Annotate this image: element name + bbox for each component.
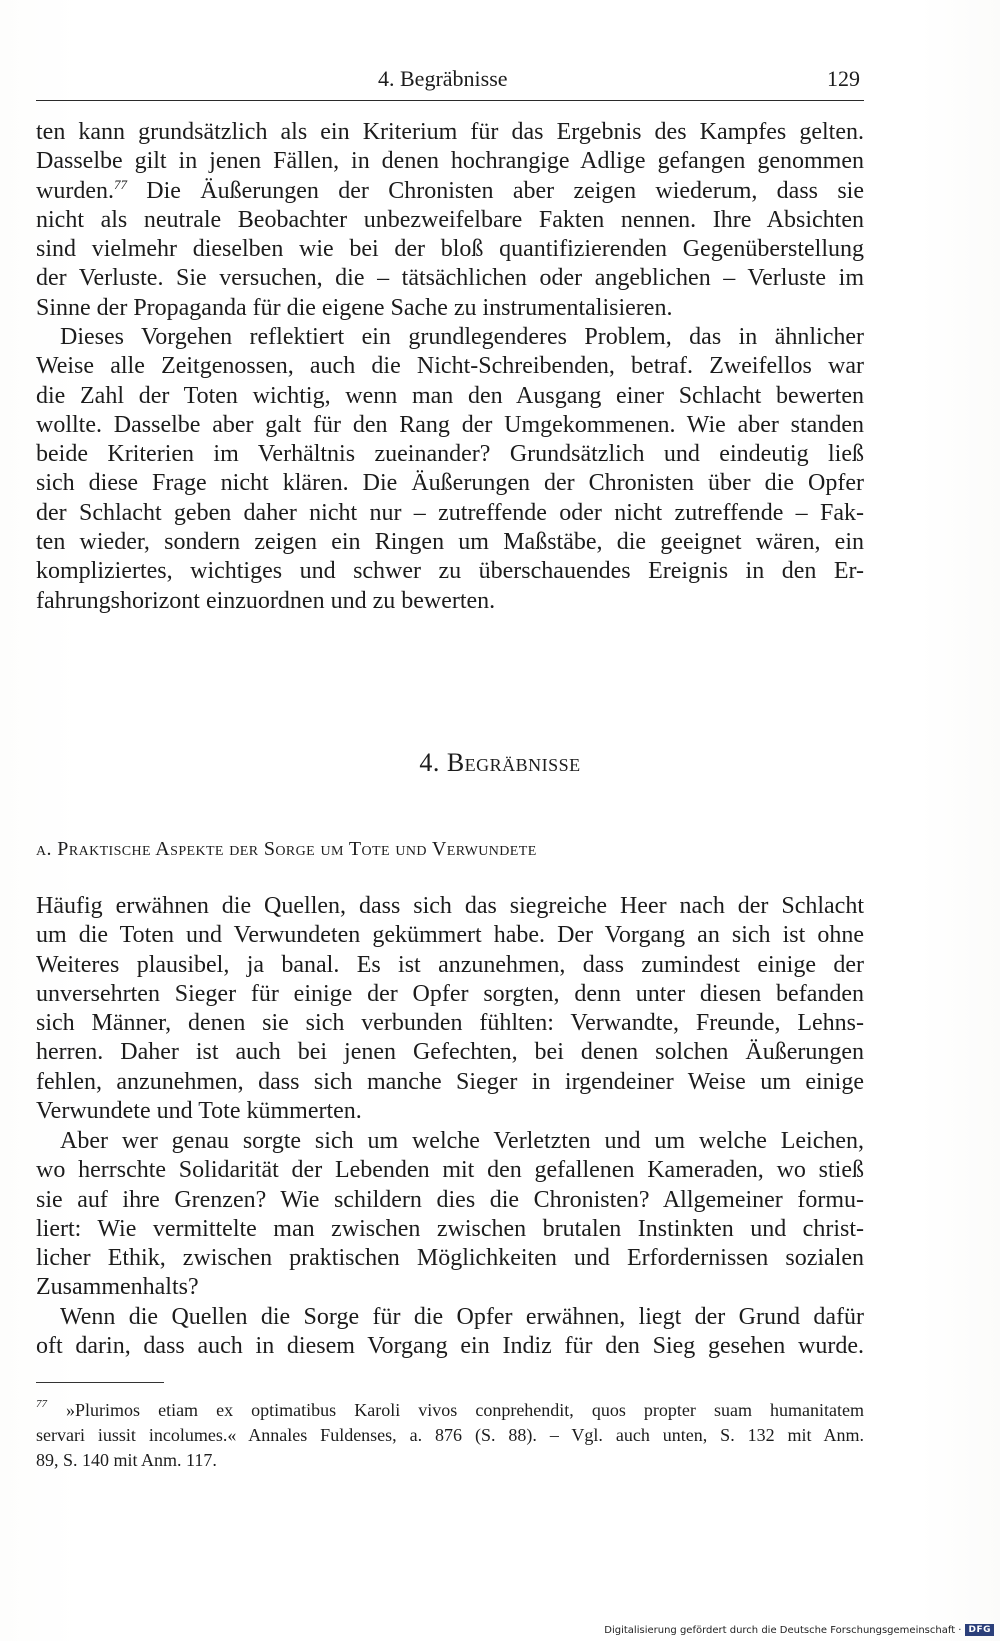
footnote-line: »Plurimos etiam ex optimatibus Karoli vivos conprehendit, quos propter suam humanitatem	[66, 1400, 864, 1420]
text-line: ten wieder, sondern zeigen ein Ringen um Maßstäbe, die geeignet wären, ein	[36, 529, 864, 556]
footnote-line: servari iussit incolumes.« Annales Fuldenses, a. 876 (S. 88). – Vgl. auch unten, S. 132 mit Anm.	[36, 1425, 864, 1445]
text-line: fehlen, anzunehmen, dass sich manche Sieger in irgendeiner Weise um einige	[36, 1068, 864, 1095]
footnote-reference[interactable]: 77	[113, 176, 127, 192]
footnote-number: 77	[36, 1398, 47, 1410]
text-line: ten kann grundsätzlich als ein Kriterium für das Ergebnis des Kampfes gelten.	[36, 119, 864, 145]
text-line: wollte. Dasselbe aber galt für den Rang der Umgekommenen. Wie aber standen	[36, 411, 864, 438]
text-line: um die Toten und Verwundeten gekümmert habe. Der Vorgang an sich ist ohne	[36, 922, 864, 949]
text-line: der Schlacht geben daher nicht nur – zutreffende oder nicht zutreffende – Fak-	[36, 499, 864, 526]
text-line: Weise alle Zeitgenossen, auch die Nicht-Schreibenden, betraf. Zweifellos war	[36, 353, 864, 380]
credit-text: Digitalisierung gefördert durch die Deutsche Forschungsgemeinschaft ·	[604, 1624, 962, 1636]
paragraph-4	[36, 1127, 864, 1303]
text-line: die Zahl der Toten wichtig, wenn man den Ausgang einer Schlacht bewerten	[36, 382, 864, 409]
footnote	[36, 1398, 864, 1473]
text-line: nicht als neutrale Beobachter unbezweifelbare Fakten nennen. Ihre Absichten	[36, 206, 864, 233]
text-line: sind vielmehr dieselben wie bei der bloß quantifizierenden Gegenüberstellung	[36, 236, 864, 263]
text-line: Wenn die Quellen die Sorge für die Opfer erwähnen, liegt der Grund dafür	[60, 1304, 864, 1330]
text-line: sie auf ihre Grenzen? Wie schildern dies die Chronisten? Allgemeiner formu-	[36, 1186, 864, 1213]
text-line: Dasselbe gilt in jenen Fällen, in denen hochrangige Adlige gefangen genommen	[36, 148, 864, 175]
text-line: Sinne der Propaganda für die eigene Sache zu instrumentalisieren.	[36, 294, 673, 321]
text-line: fahrungshorizont einzuordnen und zu bewerten.	[36, 587, 496, 614]
footnote-rule	[36, 1382, 164, 1383]
text-line: oft darin, dass auch in diesem Vorgang ein Indiz für den Sieg gesehen wurde.	[36, 1333, 864, 1360]
text-line: Verwundete und Tote kümmerten.	[36, 1098, 362, 1125]
text-fragment: wurden.	[36, 177, 114, 204]
paragraph-5	[36, 1303, 864, 1362]
section-heading: 4. Begräbnisse	[419, 748, 581, 777]
text-line: wo herrschte Solidarität der Lebenden mit den gefallenen Kameraden, wo stieß	[36, 1157, 864, 1184]
text-line: Weiteres plausibel, ja banal. Es ist anzunehmen, dass zumindest einige der	[36, 951, 864, 978]
text-fragment: Die Äußerungen der Chronisten aber zeigen wiederum, dass sie	[126, 177, 864, 204]
digitization-credit	[604, 1622, 994, 1638]
text-line: Häufig erwähnen die Quellen, dass sich das siegreiche Heer nach der Schlacht	[36, 893, 864, 919]
text-line: sich Männer, denen sie sich verbunden fühlten: Verwandte, Freunde, Lehns-	[36, 1010, 864, 1037]
text-line: liert: Wie vermittelte man zwischen zwischen brutalen Instinkten und christ-	[36, 1215, 864, 1242]
running-head	[36, 66, 860, 94]
text-line-with-footnote-ref	[36, 177, 864, 206]
paragraph-3	[36, 892, 864, 1126]
text-line: Aber wer genau sorgte sich um welche Verletzten und um welche Leichen,	[60, 1128, 864, 1154]
text-line: herren. Daher ist auch bei jenen Gefechten, bei denen solchen Äußerungen	[36, 1039, 864, 1066]
dfg-logo: DFG	[965, 1624, 994, 1636]
text-line: sich diese Frage nicht klären. Die Äußerungen der Chronisten über die Opfer	[36, 470, 864, 497]
paragraph-2	[36, 323, 864, 616]
page-number: 129	[827, 66, 860, 91]
running-head-title: 4. Begräbnisse	[378, 66, 508, 91]
text-line: der Verluste. Sie versuchen, die – tätsächlichen oder angeblichen – Verluste im	[36, 265, 864, 292]
text-line: Dieses Vorgehen reflektiert ein grundlegenderes Problem, das in ähnlicher	[60, 324, 864, 350]
paragraph-1	[36, 118, 864, 323]
text-line: Zusammenhalts?	[36, 1274, 199, 1301]
sub-heading: a. Praktische Aspekte der Sorge um Tote und Verwundete	[36, 838, 537, 860]
header-rule	[36, 100, 864, 101]
text-line: kompliziertes, wichtiges und schwer zu überschauendes Ereignis in den Er-	[36, 558, 864, 585]
text-line: licher Ethik, zwischen praktischen Möglichkeiten und Erfordernissen sozialen	[36, 1245, 864, 1272]
text-line: unversehrten Sieger für einige der Opfer sorgten, denn unter diesen befanden	[36, 980, 864, 1007]
text-line: beide Kriterien im Verhältnis zueinander? Grundsätzlich und eindeutig ließ	[36, 441, 864, 468]
footnote-line: 89, S. 140 mit Anm. 117.	[36, 1450, 217, 1470]
